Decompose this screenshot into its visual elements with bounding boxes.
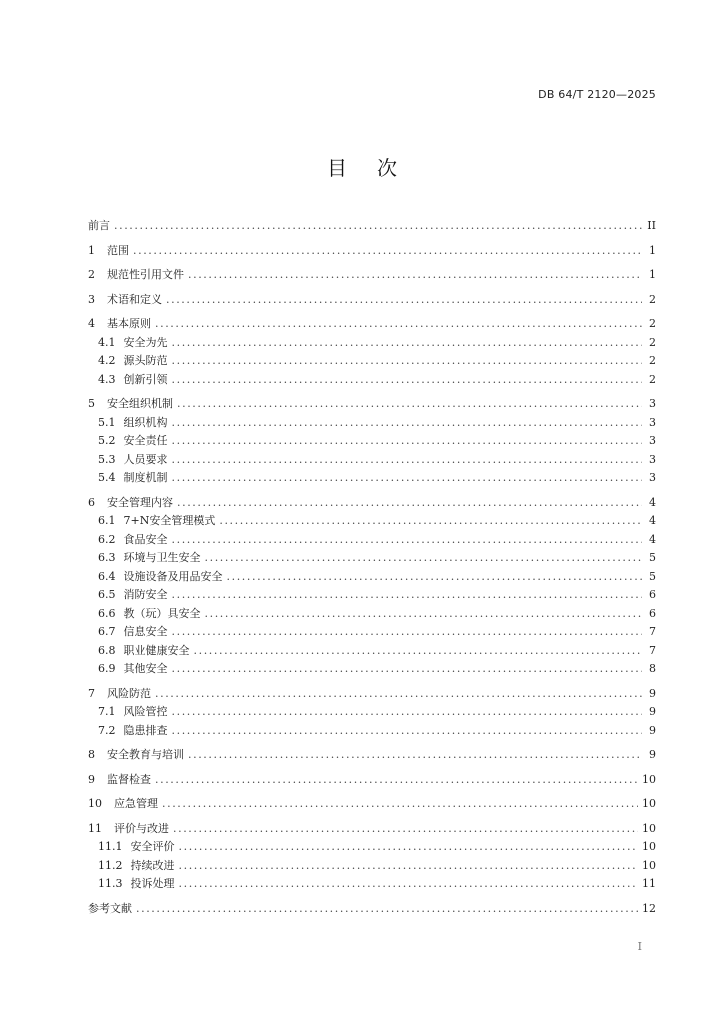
toc-entry[interactable]: [88, 217, 656, 236]
toc-entry-label: 范围: [107, 243, 129, 257]
toc-entry[interactable]: [88, 660, 656, 679]
toc-leader-dots: [177, 494, 642, 513]
toc-entry-number: 2: [88, 268, 95, 281]
toc-leader-dots: [227, 568, 643, 587]
toc-entry-number: 10: [88, 797, 102, 810]
toc-entry[interactable]: [88, 531, 656, 550]
toc-leader-dots: [205, 605, 643, 624]
toc-entry[interactable]: [88, 414, 656, 433]
toc-entry-page: 9: [649, 723, 656, 737]
toc-entry[interactable]: [88, 432, 656, 451]
toc-entry-label: 创新引领: [123, 372, 168, 386]
toc-entry-number: 5.1: [98, 415, 116, 429]
toc-entry[interactable]: [88, 795, 656, 814]
toc-entry-page: 2: [649, 292, 656, 306]
toc-entry-page: 6: [649, 606, 656, 620]
toc-entry-number: 5: [88, 397, 95, 410]
toc-entry-page: 2: [649, 354, 656, 367]
toc-leader-dots: [188, 746, 642, 765]
toc-leader-dots: [172, 432, 643, 451]
toc-entry[interactable]: [88, 642, 656, 661]
toc-entry[interactable]: [88, 315, 656, 334]
toc-entry-label: 7+N安全管理模式: [123, 514, 216, 527]
toc-entry[interactable]: [88, 586, 656, 605]
toc-leader-dots: [172, 586, 643, 605]
toc-entry-label: 安全评价: [130, 840, 175, 853]
toc-entry-number: 11.3: [98, 877, 123, 890]
toc-entry-page: 2: [649, 335, 656, 349]
toc-entry-label: 规范性引用文件: [107, 268, 184, 281]
toc-entry-number: 5.3: [98, 452, 116, 466]
toc-entry-label: 其他安全: [123, 662, 168, 675]
toc-entry-number: 6.1: [98, 514, 116, 527]
toc-leader-dots: [172, 623, 643, 642]
toc-entry-number: 6: [88, 495, 95, 509]
toc-entry-number: 6.6: [98, 606, 116, 620]
toc-entry-number: 8: [88, 748, 95, 761]
toc-entry-number: 4.1: [98, 335, 116, 349]
toc-entry-page: 5: [649, 569, 656, 583]
toc-entry-page: 3: [649, 415, 656, 429]
toc-entry-number: 6.7: [98, 625, 116, 638]
toc-entry[interactable]: [88, 746, 656, 765]
toc-entry-page: 10: [642, 840, 656, 853]
toc-entry[interactable]: [88, 875, 656, 894]
table-of-contents: [88, 217, 656, 918]
toc-entry-label: 组织机构: [123, 415, 168, 429]
toc-entry-label: 设施设备及用品安全: [123, 569, 223, 583]
toc-entry[interactable]: [88, 857, 656, 876]
toc-leader-dots: [219, 512, 642, 531]
toc-entry-page: 4: [649, 514, 656, 527]
toc-entry-label: 源头防范: [123, 354, 168, 367]
toc-entry-label: 持续改进: [130, 858, 175, 872]
toc-entry-number: 7: [88, 686, 95, 700]
toc-entry[interactable]: [88, 722, 656, 741]
toc-entry[interactable]: [88, 266, 656, 285]
toc-entry-label: 职业健康安全: [123, 643, 190, 657]
toc-entry-number: 3: [88, 292, 95, 306]
toc-entry-number: 11.1: [98, 840, 123, 853]
toc-entry-number: 11: [88, 821, 102, 835]
toc-entry-number: 4: [88, 317, 95, 330]
toc-entry-label: 术语和定义: [107, 292, 162, 306]
toc-entry[interactable]: [88, 334, 656, 353]
toc-entry-number: 4.3: [98, 372, 116, 386]
toc-entry-page: 5: [649, 551, 656, 564]
toc-entry-label: 环境与卫生安全: [123, 551, 201, 564]
toc-entry[interactable]: [88, 371, 656, 390]
toc-entry-number: 6.3: [98, 551, 116, 564]
toc-entry-label: 消防安全: [123, 588, 168, 601]
toc-leader-dots: [172, 334, 643, 353]
toc-entry[interactable]: [88, 352, 656, 371]
toc-entry-label: 风险防范: [107, 686, 151, 700]
toc-entry-label: 教（玩）具安全: [123, 606, 201, 620]
toc-entry-page: 10: [642, 772, 656, 786]
toc-entry-number: 5.4: [98, 471, 116, 484]
toc-entry-label: 安全责任: [123, 434, 168, 447]
toc-leader-dots: [179, 875, 639, 894]
toc-leader-dots: [179, 857, 639, 876]
standard-code: DB 64/T 2120—2025: [538, 88, 656, 101]
toc-entry-number: 6.2: [98, 532, 116, 546]
toc-entry-page: 4: [649, 532, 656, 546]
toc-entry-label: 信息安全: [123, 625, 168, 638]
toc-entry[interactable]: [88, 623, 656, 642]
toc-leader-dots: [166, 291, 642, 310]
toc-leader-dots: [172, 531, 643, 550]
toc-entry[interactable]: [88, 820, 656, 839]
toc-leader-dots: [155, 685, 642, 704]
toc-entry-label: 食品安全: [123, 532, 168, 546]
toc-entry-page: 4: [649, 495, 656, 509]
toc-leader-dots: [155, 315, 642, 334]
toc-leader-dots: [172, 703, 643, 722]
toc-entry-label: 制度机制: [123, 471, 168, 484]
toc-entry[interactable]: [88, 605, 656, 624]
toc-entry-number: 6.8: [98, 643, 116, 657]
toc-entry-page: 3: [649, 471, 656, 484]
toc-entry-page: 7: [649, 643, 656, 657]
toc-entry-number: 6.9: [98, 662, 116, 675]
toc-leader-dots: [172, 469, 643, 488]
toc-entry-label: 安全管理内容: [107, 495, 173, 509]
toc-leader-dots: [172, 414, 643, 433]
toc-entry-page: 10: [642, 858, 656, 872]
toc-entry-page: 10: [642, 821, 656, 835]
toc-leader-dots: [172, 660, 643, 679]
toc-entry-label: 应急管理: [114, 797, 158, 810]
toc-entry-number: 4.2: [98, 354, 116, 367]
toc-entry-number: 7.1: [98, 705, 116, 718]
toc-entry[interactable]: [88, 685, 656, 704]
toc-leader-dots: [177, 395, 642, 414]
toc-entry[interactable]: [88, 900, 656, 919]
toc-leader-dots: [172, 451, 643, 470]
toc-entry-label: 基本原则: [107, 317, 151, 330]
toc-entry-page: 3: [649, 434, 656, 447]
toc-entry-page: 9: [649, 705, 656, 718]
toc-entry-page: 3: [649, 397, 656, 410]
toc-leader-dots: [155, 771, 638, 790]
toc-leader-dots: [194, 642, 643, 661]
toc-entry-number: 7.2: [98, 723, 116, 737]
toc-entry[interactable]: [88, 568, 656, 587]
page-number: I: [637, 940, 642, 953]
toc-leader-dots: [172, 371, 643, 390]
toc-leader-dots: [179, 838, 639, 857]
toc-entry-number: 1: [88, 243, 95, 257]
toc-entry-page: 9: [649, 686, 656, 700]
toc-entry-page: 3: [649, 452, 656, 466]
toc-leader-dots: [173, 820, 638, 839]
toc-entry[interactable]: [88, 451, 656, 470]
toc-entry-number: 5.2: [98, 434, 116, 447]
toc-entry-label: 参考文献: [88, 901, 132, 915]
toc-entry[interactable]: [88, 494, 656, 513]
toc-entry-page: 1: [649, 243, 656, 257]
toc-entry[interactable]: [88, 512, 656, 531]
page-title: 目次: [327, 156, 427, 180]
toc-entry-page: 10: [642, 797, 656, 810]
toc-leader-dots: [136, 900, 638, 919]
toc-leader-dots: [172, 352, 643, 371]
toc-entry-label: 监督检查: [107, 772, 151, 786]
toc-entry-label: 评价与改进: [114, 821, 169, 835]
toc-entry-label: 安全为先: [123, 335, 168, 349]
toc-entry[interactable]: [88, 703, 656, 722]
toc-entry-page: 1: [649, 268, 656, 281]
toc-entry-number: 6.4: [98, 569, 116, 583]
toc-leader-dots: [172, 722, 643, 741]
toc-leader-dots: [162, 795, 638, 814]
toc-leader-dots: [205, 549, 643, 568]
toc-entry-page: 7: [649, 625, 656, 638]
toc-entry-page: 8: [649, 662, 656, 675]
toc-entry[interactable]: [88, 771, 656, 790]
toc-entry-page: 2: [649, 317, 656, 330]
toc-leader-dots: [133, 242, 642, 261]
toc-leader-dots: [188, 266, 642, 285]
toc-entry[interactable]: [88, 291, 656, 310]
toc-entry-label: 隐患排查: [123, 723, 168, 737]
toc-entry-label: 风险管控: [123, 705, 168, 718]
toc-entry-label: 人员要求: [123, 452, 168, 466]
toc-entry-page: 11: [642, 877, 656, 890]
toc-entry-number: 6.5: [98, 588, 116, 601]
toc-entry[interactable]: [88, 549, 656, 568]
toc-entry-label: 安全教育与培训: [107, 748, 184, 761]
toc-entry[interactable]: [88, 838, 656, 857]
toc-entry-page: 2: [649, 372, 656, 386]
toc-entry[interactable]: [88, 242, 656, 261]
toc-entry-page: 9: [649, 748, 656, 761]
toc-entry-number: 9: [88, 772, 95, 786]
toc-entry-label: 前言: [88, 219, 110, 232]
toc-entry-page: II: [647, 219, 656, 232]
toc-entry-number: 11.2: [98, 858, 123, 872]
toc-entry[interactable]: [88, 469, 656, 488]
toc-entry-label: 安全组织机制: [107, 397, 173, 410]
toc-entry[interactable]: [88, 395, 656, 414]
toc-leader-dots: [114, 217, 642, 236]
toc-entry-label: 投诉处理: [130, 877, 175, 890]
toc-entry-page: 6: [649, 588, 656, 601]
toc-entry-page: 12: [642, 901, 656, 915]
